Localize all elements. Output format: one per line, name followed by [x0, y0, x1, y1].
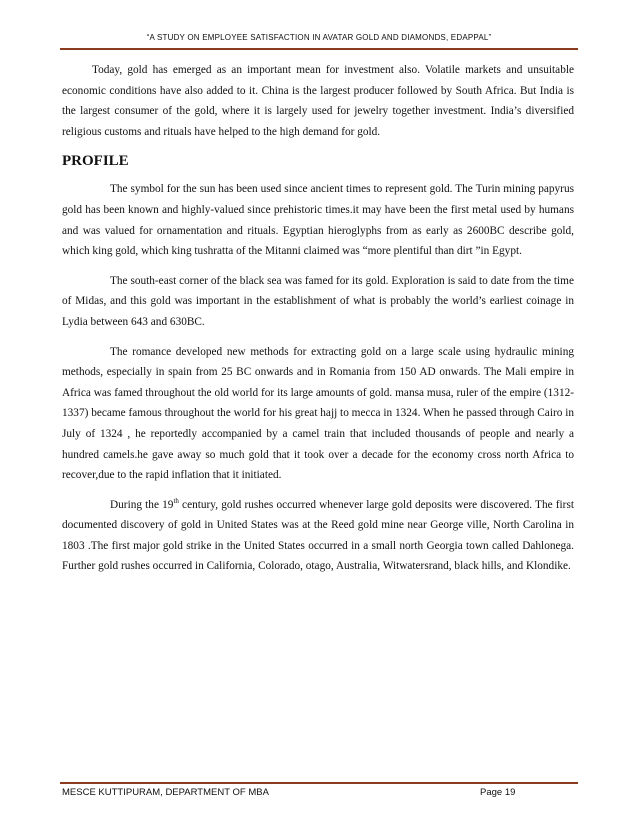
intro-paragraph: Today, gold has emerged as an important mean for investment also. Volatile markets and unsuitable economic conditions have also added to it. China is the largest producer followed by South Africa. But India is the largest consumer of the gold, where it is largely used for jewelry together investment. India’s diversified religious customs and rituals have helped to the high demand for gold.: [62, 64, 574, 138]
profile-paragraph-3: The romance developed new methods for extracting gold on a large scale using hydraulic mining methods, especially in spain from 25 BC onwards and in Romania from 150 AD onwards. The Mali empire in Africa was famed throughout the old world for its large amounts of gold. mansa musa, ruler of the empire (1312-1337) became famous throughout the world for his great hajj to mecca in 1324. When he passed through Cairo in July of 1324 , he reportedly accompanied by a camel train that included thousands of people and nearly a hundred camels.he gave away so much gold that it took over a decade for the economy cross north Africa to recover,due to the rapid inflation that it initiated.: [62, 345, 574, 482]
profile-paragraph-4: [62, 495, 574, 577]
page-header-title: “A STUDY ON EMPLOYEE SATISFACTION IN AVATAR GOLD AND DIAMONDS, EDAPPAL”: [146, 33, 492, 42]
p4-rest: century, gold rushes occurred whenever large gold deposits were discovered. The first documented discovery of gold in United States was at the Reed gold mine near George ville, North Carolina in 1803 .The first major gold strike in the United States occurred in a small north Georgia town called Dahlonega. Further gold rushes occurred in California, Colorado, otago, Australia, Witwatersrand, black hills, and Klondike.: [62, 498, 574, 573]
footer-page-number: Page 19: [480, 787, 516, 798]
footer-rule: [60, 782, 578, 784]
footer-department: MESCE KUTTIPURAM, DEPARTMENT OF MBA: [62, 787, 269, 798]
header-rule: [60, 48, 578, 50]
page-body: [62, 60, 574, 586]
profile-paragraph-2: The south-east corner of the black sea was famed for its gold. Exploration is said to date from the time of Midas, and this gold was important in the establishment of what is probably the world’s earliest coinage in Lydia between 643 and 630BC.: [62, 274, 574, 328]
p4-superscript: th: [173, 496, 179, 505]
p4-start: During the 19: [110, 498, 174, 511]
section-heading: PROFILE: [62, 153, 129, 170]
profile-paragraph-1: The symbol for the sun has been used since ancient times to represent gold. The Turin mining papyrus gold has been known and highly-valued since prehistoric times.it may have been the first metal used by humans and was valued for ornamentation and rituals. Egyptian hieroglyphs from as early as 2600BC describe gold, which king gold, which king tushratta of the Mitanni claimed was “more plentiful than dirt ”in Egypt.: [62, 183, 574, 258]
